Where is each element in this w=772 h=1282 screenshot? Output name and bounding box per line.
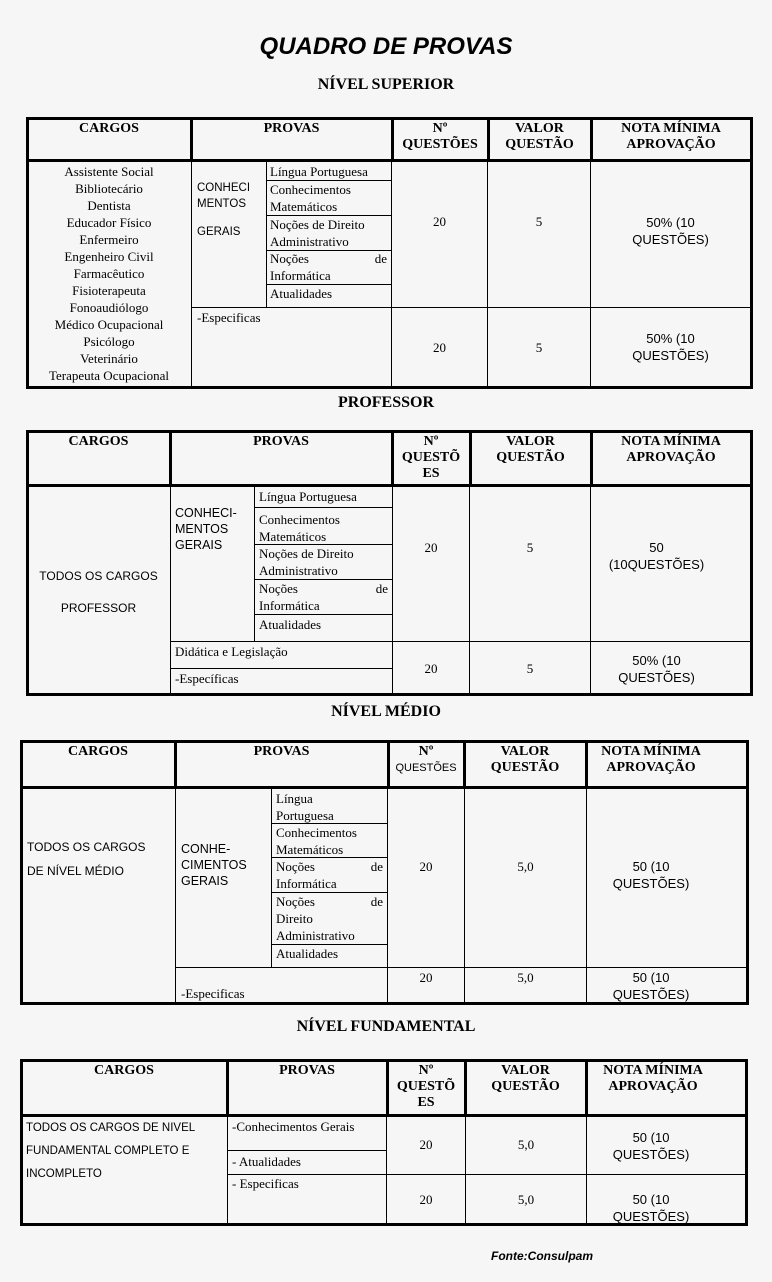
header-nota-minima: NOTA MÍNIMA APROVAÇÃO — [603, 1063, 703, 1094]
source-credit: Fonte:Consulpam — [491, 1249, 593, 1263]
num-questoes: 20 — [419, 1192, 433, 1207]
header-provas: PROVAS — [253, 744, 310, 759]
prova-item: Atualidades — [259, 617, 322, 632]
prova-item: Conhecimentos Matemáticos — [276, 825, 357, 857]
valor-questao: 5,0 — [517, 1137, 535, 1152]
prova-especificas: -Especificas — [197, 310, 261, 325]
nota-minima: 50 (10QUESTÕES) — [608, 540, 705, 572]
prova-item: Conhecimentos Matemáticos — [270, 182, 351, 214]
list-item: Engenheiro Civil — [64, 249, 154, 264]
num-questoes: 20 — [424, 661, 438, 676]
prova-item: Noções de Informática — [259, 581, 388, 613]
valor-questao: 5,0 — [517, 859, 534, 874]
group-conhecimentos-gerais: CONHE- CIMENTOS GERAIS — [181, 842, 247, 888]
num-questoes: 20 — [419, 970, 433, 985]
header-valor-questao: VALOR QUESTÃO — [490, 744, 560, 775]
header-nota-minima: NOTA MÍNIMA APROVAÇÃO — [621, 121, 721, 152]
list-item: Terapeuta Ocupacional — [49, 368, 169, 383]
section-title-medio: NÍVEL MÉDIO — [331, 703, 441, 720]
header-nota-minima: NOTA MÍNIMA APROVAÇÃO — [601, 744, 701, 775]
num-questoes: 20 — [424, 540, 438, 555]
page-title: QUADRO DE PROVAS — [259, 33, 513, 60]
group-conhecimentos-gerais: CONHECI- MENTOS GERAIS — [175, 506, 237, 552]
header-cargos: CARGOS — [79, 121, 139, 136]
prova-item: Atualidades — [276, 946, 339, 961]
header-valor-questao: VALOR QUESTÃO — [491, 1063, 560, 1094]
section-title-superior: NÍVEL SUPERIOR — [317, 76, 455, 93]
header-cargos: CARGOS — [68, 434, 129, 449]
prova-item: Língua Portuguesa — [276, 791, 334, 823]
prova-item: Noções de Direito Administrativo — [270, 217, 365, 249]
prova-didatica: Didática e Legislação — [175, 644, 288, 659]
cargos-fundamental: TODOS OS CARGOS DE NIVEL FUNDAMENTAL COMPLETO E INCOMPLETO — [26, 1122, 196, 1180]
header-num-questoes: Nº QUESTÕES — [402, 121, 478, 152]
nota-minima: 50 (10 QUESTÕES) — [612, 859, 690, 891]
list-item: Veterinário — [80, 351, 138, 366]
valor-questao: 5,0 — [517, 970, 534, 985]
header-num-questoes: Nº QUESTÕ ES — [396, 1063, 456, 1110]
valor-questao: 5 — [535, 340, 543, 355]
prova-item: Noções de Direito Administrativo — [276, 894, 383, 943]
nota-minima: 50% (10 QUESTÕES) — [618, 653, 695, 685]
prova-item: Noções de Direito Administrativo — [259, 546, 354, 578]
header-num-questoes: Nº QUESTÕ ES — [401, 434, 461, 481]
prova-especificas: -Específicas — [175, 671, 239, 686]
header-num-questoes: Nº QUESTÕES — [395, 744, 457, 774]
num-questoes: 20 — [433, 340, 446, 355]
section-title-professor: PROFESSOR — [337, 394, 434, 411]
num-questoes: 20 — [433, 214, 446, 229]
prova-item: Língua Portuguesa — [259, 489, 357, 504]
cargos-professor: TODOS OS CARGOS PROFESSOR — [39, 569, 158, 615]
prova-especificas: -Especificas — [181, 986, 245, 1001]
header-cargos: CARGOS — [94, 1063, 154, 1078]
prova-item: Noções de Informática — [270, 251, 387, 283]
prova-item: Língua Portuguesa — [270, 164, 368, 179]
list-item: Médico Ocupacional — [54, 317, 164, 332]
prova-item: Conhecimentos Matemáticos — [259, 512, 340, 544]
prova-item: -Conhecimentos Gerais — [232, 1119, 355, 1134]
header-provas: PROVAS — [253, 434, 309, 449]
valor-questao: 5 — [535, 214, 543, 229]
prova-item: - Especificas — [232, 1176, 299, 1191]
prova-item: Atualidades — [270, 286, 333, 301]
list-item: Psicólogo — [83, 334, 135, 349]
nota-minima: 50 (10 QUESTÕES) — [612, 1192, 690, 1224]
cargos-medio: TODOS OS CARGOS DE NÍVEL MÉDIO — [27, 840, 146, 878]
header-provas: PROVAS — [263, 121, 320, 136]
num-questoes: 20 — [419, 859, 433, 874]
list-item: Farmacêutico — [73, 266, 145, 281]
nota-minima: 50% (10 QUESTÕES) — [632, 215, 709, 247]
list-item: Enfermeiro — [79, 232, 139, 247]
list-item: Dentista — [87, 198, 131, 213]
num-questoes: 20 — [419, 1137, 433, 1152]
header-valor-questao: VALOR QUESTÃO — [496, 434, 565, 465]
section-title-fundamental: NÍVEL FUNDAMENTAL — [296, 1018, 476, 1035]
list-item: Fisioterapeuta — [72, 283, 146, 298]
group-conhecimentos-gerais: CONHECI MENTOS GERAIS — [197, 182, 251, 238]
nota-minima: 50% (10 QUESTÕES) — [632, 331, 709, 363]
header-cargos: CARGOS — [68, 744, 128, 759]
valor-questao: 5 — [526, 540, 534, 555]
nota-minima: 50 (10 QUESTÕES) — [612, 970, 690, 1002]
valor-questao: 5 — [526, 661, 534, 676]
prova-item: - Atualidades — [232, 1154, 301, 1169]
cargos-list — [29, 163, 189, 384]
list-item: Assistente Social — [64, 164, 154, 179]
list-item: Bibliotecário — [75, 181, 143, 196]
list-item: Fonoaudiólogo — [69, 300, 149, 315]
valor-questao: 5,0 — [517, 1192, 535, 1207]
prova-item: Noções de Informática — [276, 859, 383, 891]
list-item: Educador Físico — [66, 215, 152, 230]
nota-minima: 50 (10 QUESTÕES) — [612, 1130, 690, 1162]
header-provas: PROVAS — [279, 1063, 335, 1078]
header-nota-minima: NOTA MÍNIMA APROVAÇÃO — [621, 434, 721, 465]
header-valor-questao: VALOR QUESTÃO — [505, 121, 574, 152]
